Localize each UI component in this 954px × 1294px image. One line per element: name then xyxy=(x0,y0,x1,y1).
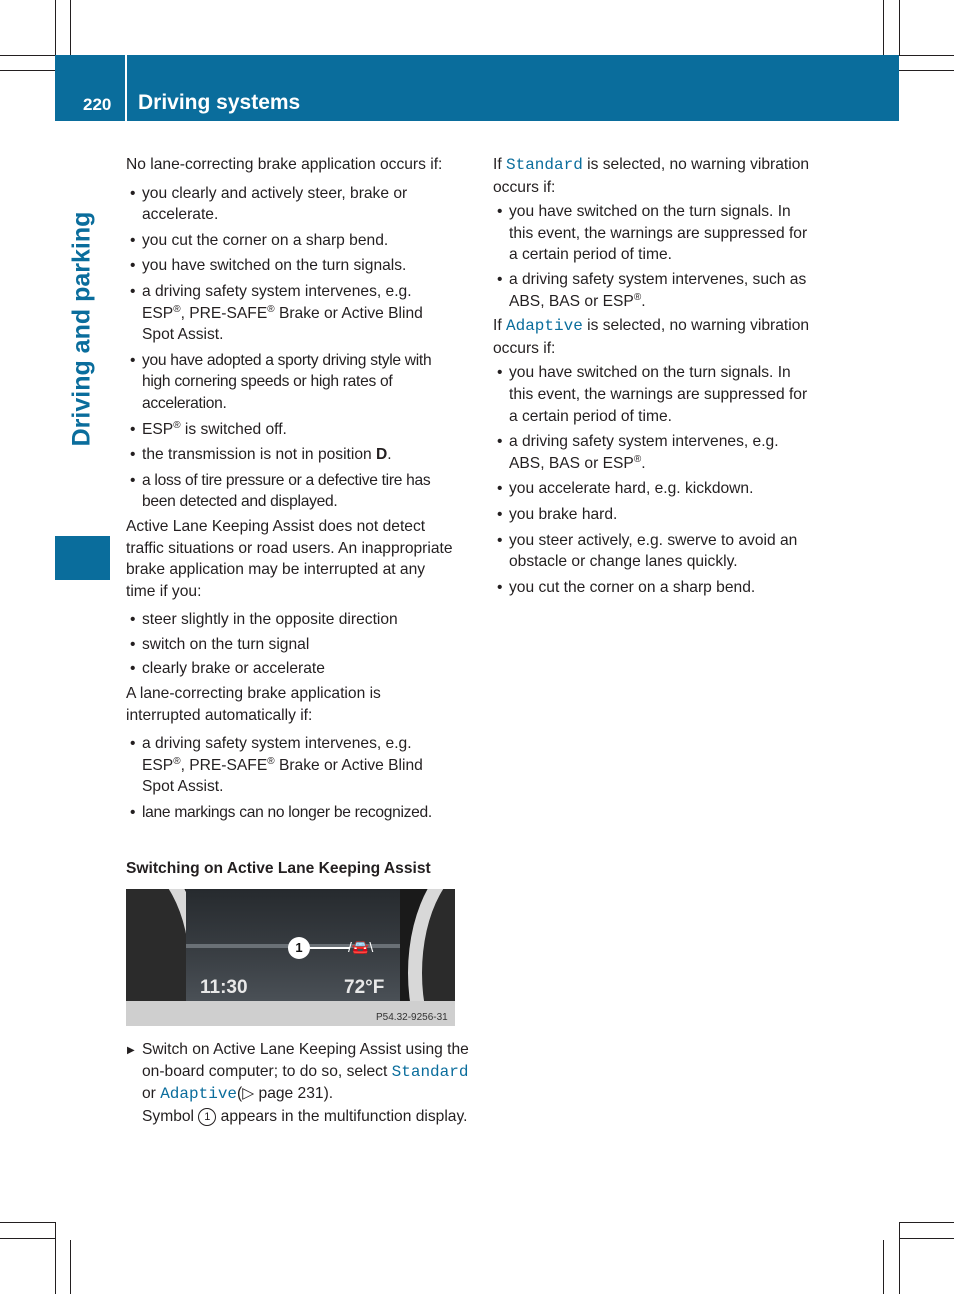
list-item xyxy=(126,444,458,466)
bullet-list xyxy=(126,609,458,680)
text: . xyxy=(641,454,646,472)
list-item: • a loss of tire pressure or a defective tire has been detected and displayed. xyxy=(126,470,458,513)
text: Switch on Active Lane Keeping Assist using the on-board computer; to do so, select xyxy=(142,1041,469,1080)
registered-mark: ® xyxy=(267,755,275,767)
text: appears in the multifunction display. xyxy=(216,1107,468,1125)
text: . xyxy=(387,446,392,464)
text: If xyxy=(493,156,506,173)
text: Brake or Active Blind Spot Assist. xyxy=(142,304,423,344)
chapter-tab-block xyxy=(55,536,110,580)
image-code: P54.32-9256-31 xyxy=(376,1012,448,1023)
text: the transmission is not in position xyxy=(142,446,377,464)
subheading: Switching on Active Lane Keeping Assist xyxy=(126,860,431,877)
list-item: • you have switched on the turn signals. xyxy=(126,255,458,277)
text: is switched off. xyxy=(180,420,287,438)
crop-mark xyxy=(899,1238,954,1239)
registered-mark: ® xyxy=(173,419,181,431)
menu-option-adaptive: Adaptive xyxy=(160,1085,238,1104)
header-divider xyxy=(125,55,127,121)
list-item xyxy=(126,281,458,346)
crop-mark xyxy=(55,1222,56,1294)
list-item: • you clearly and actively steer, brake or accelerate. xyxy=(126,183,458,226)
paragraph: Active Lane Keeping Assist does not detect traffic situations or road users. An inappropriate brake application may be interrupted at any time if you: xyxy=(126,517,453,600)
symbol-marker: 1 xyxy=(198,1108,216,1126)
crop-mark xyxy=(0,1238,55,1239)
text: Symbol xyxy=(142,1107,199,1125)
crop-mark xyxy=(0,70,55,71)
callout-marker: 1 xyxy=(288,937,310,959)
list-item: • steer slightly in the opposite direction xyxy=(126,609,458,631)
list-item: • switch on the turn signal xyxy=(126,634,458,656)
menu-option-standard: Standard xyxy=(506,156,583,174)
list-item xyxy=(126,419,458,441)
crop-mark xyxy=(0,55,55,56)
list-item: • you have switched on the turn signals. In this event, the warnings are suppressed for a certain period of time. xyxy=(493,201,811,266)
crop-mark xyxy=(883,0,884,55)
registered-mark: ® xyxy=(267,303,275,315)
crop-mark xyxy=(899,1222,900,1294)
left-column xyxy=(126,154,458,824)
registered-mark: ® xyxy=(633,453,642,465)
list-item: • you accelerate hard, e.g. kickdown. xyxy=(493,478,811,500)
callout-leader-line xyxy=(310,947,350,949)
page-header xyxy=(55,55,899,121)
text: . xyxy=(641,292,646,310)
text: is selected, no warning vibration occurs if: xyxy=(493,317,810,357)
gear-position: D xyxy=(376,446,388,464)
registered-mark: ® xyxy=(173,303,181,315)
crop-mark xyxy=(899,0,900,55)
list-item: • lane markings can no longer be recognized. xyxy=(126,802,458,824)
paragraph: A lane-correcting brake application is interrupted automatically if: xyxy=(126,685,381,724)
page-number: 220 xyxy=(83,95,112,114)
list-item: • clearly brake or accelerate xyxy=(126,658,458,680)
bullet-list xyxy=(126,733,458,823)
paragraph: No lane-correcting brake application occurs if: xyxy=(126,156,443,173)
list-item: • you have switched on the turn signals. In this event, the warnings are suppressed for a certain period of time. xyxy=(493,362,811,427)
bullet-list xyxy=(493,201,811,312)
text: is selected, no warning vibration occurs if: xyxy=(493,156,810,196)
list-item: • you cut the corner on a sharp bend. xyxy=(493,577,811,599)
text: a driving safety system intervenes, e.g. ESP xyxy=(142,282,412,322)
crop-mark xyxy=(899,70,954,71)
list-item: • you cut the corner on a sharp bend. xyxy=(126,230,458,252)
crop-mark xyxy=(70,0,71,55)
list-item: • you steer actively, e.g. swerve to avoid an obstacle or change lanes quickly. xyxy=(493,530,811,573)
list-item: • you have adopted a sporty driving style with high cornering speeds or high rates of acceleration. xyxy=(126,350,458,415)
page-reference: (▷ page 231). xyxy=(237,1085,334,1103)
lane-keeping-icon: /🚘\ xyxy=(348,939,374,955)
list-item xyxy=(493,431,811,474)
menu-option-standard: Standard xyxy=(391,1062,469,1081)
text: a driving safety system intervenes, such as ABS, BAS or ESP xyxy=(509,270,807,310)
list-item xyxy=(493,269,811,312)
text: Brake or Active Blind Spot Assist. xyxy=(142,756,423,796)
bullet-list xyxy=(126,183,458,513)
text: If xyxy=(493,317,506,335)
chapter-title: Driving and parking xyxy=(67,211,96,447)
paragraph xyxy=(493,315,811,359)
bullet-list xyxy=(493,362,811,598)
crop-mark xyxy=(899,1222,954,1223)
text: or xyxy=(142,1085,161,1103)
clock-readout: 11:30 xyxy=(200,977,248,998)
crop-mark xyxy=(883,1240,884,1294)
instruction-step xyxy=(126,1039,474,1127)
registered-mark: ® xyxy=(173,755,181,767)
crop-mark xyxy=(55,0,56,55)
right-column xyxy=(493,154,811,598)
text: a driving safety system intervenes, e.g. ESP xyxy=(142,735,412,774)
crop-mark xyxy=(70,1240,71,1294)
menu-option-adaptive: Adaptive xyxy=(506,317,583,336)
list-item: • you brake hard. xyxy=(493,504,811,526)
registered-mark: ® xyxy=(633,291,642,303)
text: a driving safety system intervenes, e.g. ABS, BAS or ESP xyxy=(509,433,779,472)
text: ESP xyxy=(142,420,174,438)
text: , PRE-SAFE xyxy=(180,756,268,774)
text: , PRE-SAFE xyxy=(180,304,268,322)
chapter-side-tab xyxy=(55,121,110,580)
list-item xyxy=(126,733,458,798)
crop-mark xyxy=(0,1222,55,1223)
section-title: Driving systems xyxy=(138,91,301,114)
instrument-cluster-image xyxy=(126,889,455,1026)
crop-mark xyxy=(899,55,954,56)
temperature-readout: 72°F xyxy=(344,977,385,998)
paragraph xyxy=(493,154,811,198)
